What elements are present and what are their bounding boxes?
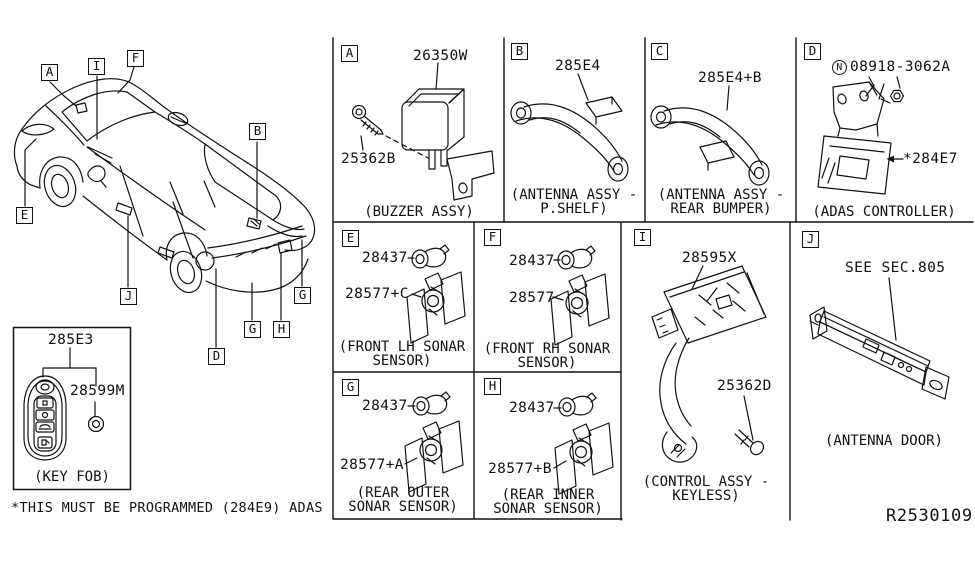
caption-buzzer: (BUZZER ASSY) bbox=[364, 204, 474, 220]
part-number-28437-G: 28437 bbox=[362, 398, 408, 414]
caption-rear-outer: (REAR OUTER SONAR SENSOR) bbox=[348, 485, 458, 515]
part-number-28599M: 28599M bbox=[70, 383, 125, 399]
car-callout-G-corner: G bbox=[294, 287, 311, 304]
panel-letter-E: E bbox=[342, 230, 359, 247]
car-callout-G-outer: G bbox=[244, 321, 261, 338]
part-number-25362D: 25362D bbox=[717, 378, 772, 394]
windshield bbox=[62, 91, 155, 141]
footnote: *THIS MUST BE PROGRAMMED (284E9) ADAS bbox=[11, 500, 323, 516]
caption-keyless: (CONTROL ASSY - KEYLESS) bbox=[642, 474, 770, 504]
panel-H-sensor-drawing bbox=[554, 393, 613, 494]
panel-D-adas-drawing bbox=[818, 77, 904, 194]
car-illustration bbox=[14, 79, 314, 297]
part-number-28577: 28577 bbox=[509, 290, 555, 306]
part-number-28577C: 28577+C bbox=[345, 286, 409, 302]
panel-J-antenna-door-drawing bbox=[810, 278, 949, 399]
buzzer-location-mark bbox=[76, 103, 87, 113]
panel-letter-C: C bbox=[651, 43, 668, 60]
panel-G-sensor-drawing bbox=[405, 392, 463, 492]
car-callout-F: F bbox=[127, 50, 144, 67]
car-callout-I: I bbox=[88, 58, 105, 75]
caption-key-fob: (KEY FOB) bbox=[34, 469, 110, 485]
fob-button-trunk bbox=[36, 422, 54, 432]
panel-letter-I: I bbox=[634, 229, 651, 246]
panel-letter-J: J bbox=[802, 231, 819, 248]
caption-front-lh: (FRONT LH SONAR SENSOR) bbox=[338, 339, 466, 369]
front-wheel bbox=[39, 161, 81, 210]
part-number-285E4: 285E4 bbox=[555, 58, 601, 74]
panel-I-keyless-drawing bbox=[652, 266, 766, 462]
part-number-285E4B: 285E4+B bbox=[698, 70, 762, 86]
side-mirror bbox=[88, 166, 106, 187]
part-number-08918-3062A: 08918-3062A bbox=[850, 59, 951, 75]
panel-letter-D: D bbox=[804, 43, 821, 60]
caption-rear-inner: (REAR INNER SONAR SENSOR) bbox=[493, 487, 603, 517]
caption-antenna-shelf: (ANTENNA ASSY - P.SHELF) bbox=[510, 187, 638, 217]
part-number-284E7: *284E7 bbox=[903, 151, 958, 167]
part-number-285E3: 285E3 bbox=[48, 332, 94, 348]
part-number-28577A: 28577+A bbox=[340, 457, 404, 473]
part-number-28595X: 28595X bbox=[682, 250, 737, 266]
fob-button-panic bbox=[38, 437, 52, 448]
car-callout-J: J bbox=[120, 288, 137, 305]
panel-letter-H: H bbox=[484, 378, 501, 395]
car-callout-A: A bbox=[41, 64, 58, 81]
panel-B-antenna-drawing bbox=[511, 74, 628, 181]
key-fob-illustration bbox=[14, 328, 131, 490]
part-number-26350W: 26350W bbox=[413, 48, 468, 64]
drawing-number: R2530109 bbox=[886, 506, 973, 526]
arrow-head bbox=[887, 156, 895, 163]
headlight bbox=[22, 124, 54, 135]
panel-A-buzzer-drawing bbox=[353, 63, 495, 200]
fob-button-lock bbox=[37, 398, 53, 408]
fob-button-unlock bbox=[36, 410, 54, 420]
nut-drawing bbox=[891, 90, 904, 101]
panel-E-sensor-drawing bbox=[407, 245, 465, 343]
panel-letter-B: B bbox=[511, 43, 528, 60]
car-callout-E: E bbox=[16, 207, 33, 224]
panel-letter-G: G bbox=[342, 379, 359, 396]
panel-letter-F: F bbox=[484, 229, 501, 246]
caption-antenna-door: (ANTENNA DOOR) bbox=[824, 433, 943, 449]
nut-symbol-icon: N bbox=[832, 60, 847, 75]
part-number-28437-F: 28437 bbox=[509, 253, 555, 269]
car-callout-B: B bbox=[249, 123, 266, 140]
see-section-note: SEE SEC.805 bbox=[845, 260, 946, 276]
part-number-28437-H: 28437 bbox=[509, 400, 555, 416]
door-antenna-mark bbox=[116, 203, 132, 215]
shelf-antenna-mark bbox=[247, 218, 261, 229]
caption-adas: (ADAS CONTROLLER) bbox=[812, 204, 956, 220]
car-callout-D: D bbox=[208, 348, 225, 365]
part-number-28577B: 28577+B bbox=[488, 461, 552, 477]
car-callout-H: H bbox=[273, 321, 290, 338]
part-number-25362B: 25362B bbox=[341, 151, 396, 167]
roof-antenna bbox=[167, 110, 190, 128]
panel-F-sensor-drawing bbox=[551, 246, 609, 345]
rear-window bbox=[204, 144, 280, 220]
screw-head bbox=[353, 106, 366, 119]
rear-wheel bbox=[165, 247, 207, 296]
caption-antenna-rear: (ANTENNA ASSY - REAR BUMPER) bbox=[657, 187, 785, 217]
part-number-28437-E: 28437 bbox=[362, 250, 408, 266]
fuel-door bbox=[196, 252, 214, 270]
nut-part-row bbox=[832, 59, 950, 75]
panel-C-antenna-drawing bbox=[651, 86, 769, 185]
caption-front-rh: (FRONT RH SONAR SENSOR) bbox=[483, 341, 611, 371]
panel-letter-A: A bbox=[341, 45, 358, 62]
